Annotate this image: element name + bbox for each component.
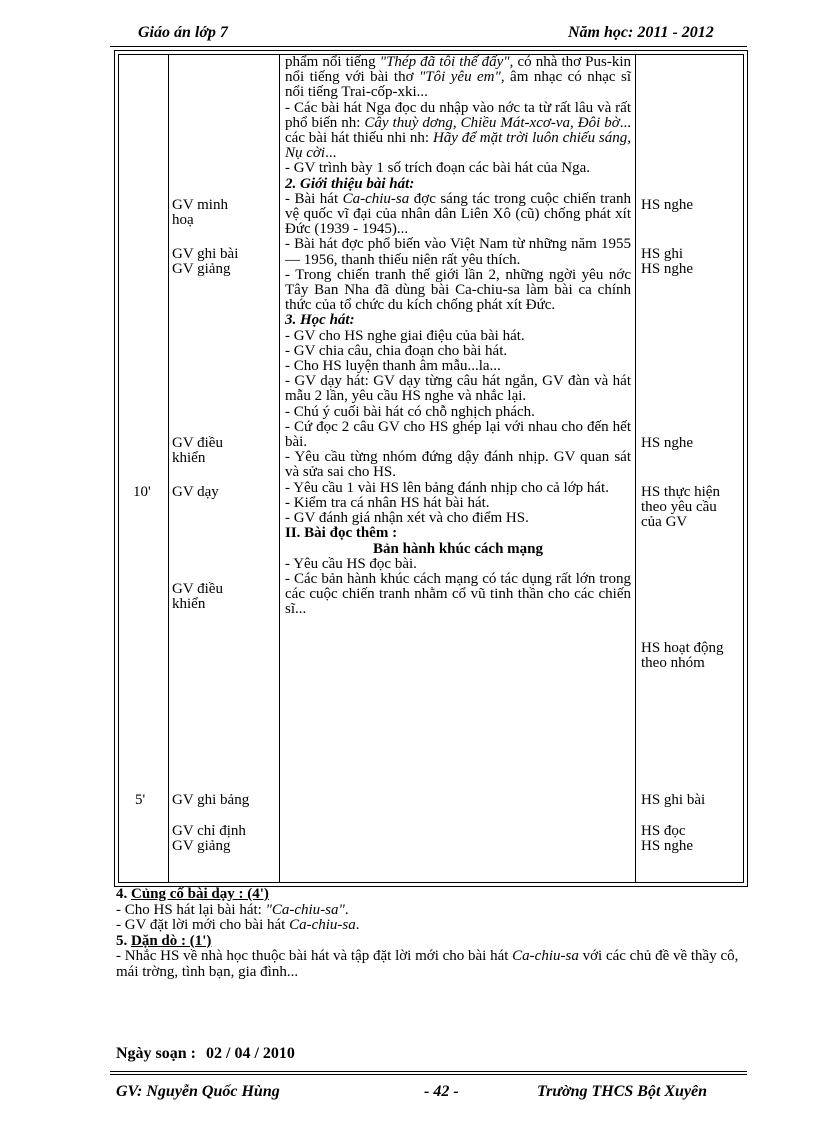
- student-activity: HS đọc: [641, 823, 686, 839]
- header-rule: [110, 46, 747, 47]
- column-divider: [168, 55, 169, 882]
- student-activity: HS nghe: [641, 435, 694, 451]
- teacher-activity: GV minh hoạ: [172, 197, 228, 229]
- content-paragraph: - GV chia câu, chia đoạn cho bài hát.: [285, 342, 508, 359]
- teacher-activity: GV dạy: [172, 484, 219, 500]
- student-activity: HS nghe: [641, 838, 694, 854]
- lesson-content-column: [285, 55, 631, 618]
- footer-school: Trường THCS Bột Xuyên: [537, 1083, 708, 1100]
- content-paragraph: - GV dạy hát: GV dạy từng câu hát ngắn, GV đàn và hát mẫu 2 lần, yêu cầu HS nghe và nhắc lại.: [285, 373, 631, 405]
- footer-teacher: GV: Nguyễn Quốc Hùng: [116, 1083, 280, 1100]
- student-activity: HS hoạt động theo nhóm: [641, 640, 724, 672]
- prepared-date-value: 02 / 04 / 2010: [206, 1045, 295, 1062]
- prepared-date-label: Ngày soạn :: [116, 1045, 197, 1062]
- student-activity: HS ghi: [641, 246, 684, 262]
- content-paragraph: - GV trình bày 1 số trích đoạn các bài hát của Nga.: [285, 160, 591, 177]
- header-school-year: Năm học: 2011 - 2012: [568, 24, 714, 41]
- time-cell: 10': [133, 484, 151, 500]
- content-paragraph: - Các bài hát Nga đọc du nhập vào nớc ta từ rất lâu và rất phổ biến nh: Cây thuỳ dơng, Chiều Mát-xcơ-va, Đôi bờ... các bài hát thiếu nhi nh: Hãy để mặt trời luôn chiếu sáng, Nụ cời...: [285, 99, 631, 162]
- column-divider: [635, 55, 636, 882]
- section-4-line: - Cho HS hát lại bài hát: "Ca-chiu-sa".: [116, 901, 349, 918]
- footer-rule: [110, 1074, 747, 1075]
- teacher-activity: GV điều khiển: [172, 435, 223, 467]
- header-subject: Giáo án lớp 7: [138, 24, 228, 41]
- student-activity: HS nghe: [641, 261, 694, 277]
- time-cell: 5': [135, 792, 146, 808]
- content-paragraph: - Cho HS luyện thanh âm mẫu...la...: [285, 358, 501, 375]
- teacher-activity: GV giảng: [172, 261, 231, 277]
- section-5-line: - Nhắc HS về nhà học thuộc bài hát và tập đặt lời mới cho bài hát Ca-chiu-sa với các chủ đề về thầy cô, mái trờng, tình bạn, gia đình...: [116, 948, 739, 980]
- page-number: - 42 -: [424, 1083, 459, 1100]
- student-activity: HS thực hiện theo yêu cầu của GV: [641, 484, 720, 531]
- prepared-date: [116, 1045, 295, 1063]
- content-paragraph: - Chú ý cuối bài hát có chỗ nghịch phách.: [285, 403, 535, 420]
- content-paragraph: - GV cho HS nghe giai điệu của bài hát.: [285, 327, 525, 344]
- teacher-activity: GV điều khiển: [172, 581, 223, 613]
- content-paragraph: phẩm nổi tiếng "Thép đã tôi thế đấy", có nhà thơ Pus-kin nổi tiếng với bài thơ "Tôi yêu em", âm nhạc có nhạc sĩ nổi tiếng Trai-cốp-xki...: [285, 54, 631, 101]
- lesson-table: [114, 50, 748, 887]
- section-4-line: - GV đặt lời mới cho bài hát Ca-chiu-sa.: [116, 917, 360, 933]
- content-paragraph: - Kiểm tra cá nhân HS hát bài hát.: [285, 494, 490, 511]
- content-paragraph: - Trong chiến tranh thế giới lần 2, những ngời yêu nớc Tây Ban Nha đã dùng bài Ca-chiu-sa làm bài ca chính thức của tổ chức du kích chống phát xít Đức.: [285, 266, 631, 314]
- content-paragraph: - GV đánh giá nhận xét và cho điểm HS.: [285, 510, 529, 527]
- teacher-activity: GV ghi bảng: [172, 792, 250, 808]
- teacher-activity: GV chỉ định: [172, 823, 246, 839]
- teacher-activity: GV giảng: [172, 838, 231, 854]
- content-paragraph: - Bài hát Ca-chiu-sa đợc sáng tác trong cuộc chiến tranh vệ quốc vĩ đại của nhân dân Liên Xô (cũ) chống phát xít Đức (1939 - 1945)...: [285, 190, 631, 238]
- section-4-heading: 4. Củng cố bài dạy : (4'): [116, 886, 269, 902]
- content-paragraph: - Các bản hành khúc cách mạng có tác dụng rất lớn trong các cuộc chiến tranh nhằm cổ vũ tinh thần cho các chiến sĩ...: [285, 570, 631, 618]
- section-heading: 3. Học hát:: [285, 312, 355, 329]
- teacher-activity: GV ghi bài: [172, 246, 239, 262]
- column-divider: [279, 55, 280, 882]
- footer-rule: [110, 1071, 747, 1072]
- content-paragraph: - Bài hát đợc phổ biến vào Việt Nam từ những năm 1955 — 1956, thanh thiếu niên rất yêu thích.: [285, 236, 631, 268]
- section-heading: 2. Giới thiệu bài hát:: [285, 175, 415, 192]
- closing-sections: [116, 887, 766, 980]
- content-paragraph: - Yêu cầu HS đọc bài.: [285, 555, 417, 572]
- reading-title: Bản hành khúc cách mạng: [372, 540, 544, 557]
- section-5-heading: 5. Dặn dò : (1'): [116, 932, 212, 949]
- content-paragraph: - Yêu cầu 1 vài HS lên bảng đánh nhịp cho cả lớp hát.: [285, 479, 609, 496]
- content-paragraph: - Cứ đọc 2 câu GV cho HS ghép lại với nhau cho đến hết bài.: [285, 418, 631, 451]
- section-heading: II. Bài đọc thêm :: [285, 525, 398, 542]
- content-paragraph: - Yêu cầu từng nhóm đứng dậy đánh nhịp. GV quan sát và sửa sai cho HS.: [285, 449, 631, 481]
- student-activity: HS ghi bài: [641, 792, 706, 808]
- lesson-table-inner: [118, 54, 744, 883]
- student-activity: HS nghe: [641, 197, 694, 213]
